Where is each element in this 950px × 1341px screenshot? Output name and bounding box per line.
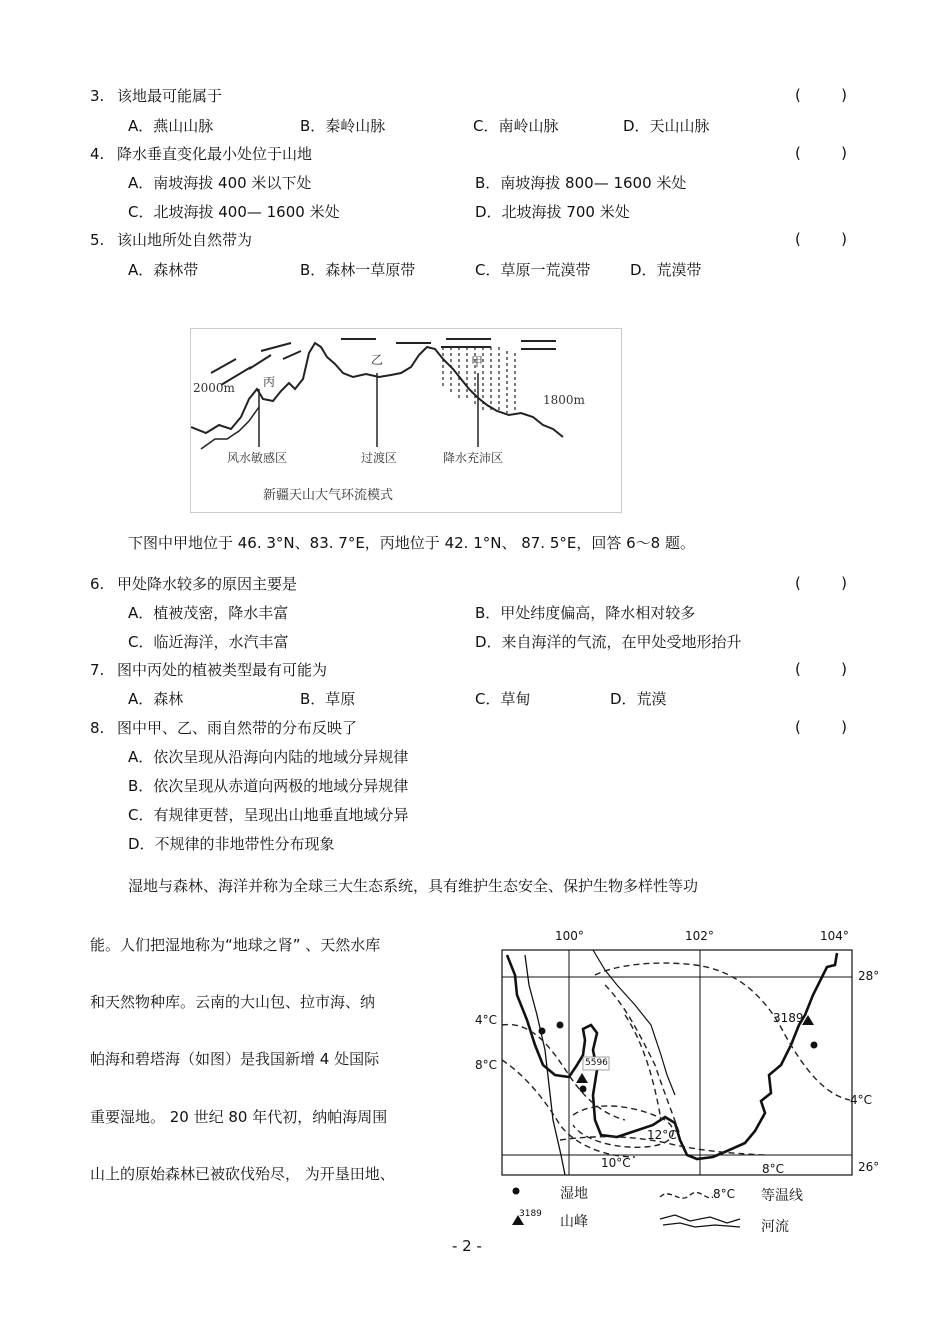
label-yi: 乙 [371, 353, 384, 367]
isotherm-8c-bottom: 8°C [762, 1162, 785, 1176]
q7-option-d[interactable]: D．荒漠 [610, 690, 667, 708]
q4-answer-paren[interactable] [795, 144, 847, 162]
q3-option-c[interactable]: C．南岭山脉 [473, 117, 559, 135]
q6-option-b[interactable]: B．甲处纬度偏高，降水相对较多 [475, 604, 696, 622]
q8-option-c[interactable]: C．有规律更替，呈现出山地垂直地域分异 [128, 806, 409, 824]
q5-stem: 该山地所处自然带为 [117, 231, 253, 249]
yunnan-wetland-map [465, 925, 885, 1235]
tianshan-circulation-figure [190, 328, 622, 513]
label-zone-left: 风水敏感区 [227, 451, 288, 465]
para-line-1: 湿地与森林、海洋并称为全球三大生态系统，具有维护生态安全、保护生物多样性等功 [128, 877, 699, 895]
q5-option-a[interactable]: A．森林带 [128, 261, 199, 279]
legend-river-label: 河流 [761, 1219, 789, 1235]
figure1-caption: 新疆天山大气环流模式 [263, 488, 394, 503]
q4-option-d[interactable]: D．北坡海拔 700 米处 [475, 203, 630, 221]
q8-option-b[interactable]: B．依次呈现从赤道向两极的地域分异规律 [128, 777, 409, 795]
q7-number: 7. [90, 661, 105, 679]
paren-close: ) [841, 230, 847, 248]
q7-option-b[interactable]: B．草原 [300, 690, 356, 708]
lon-104-label: 104° [820, 929, 849, 943]
minor-river-2 [593, 950, 675, 1095]
map-frame [502, 950, 852, 1175]
q8-stem: 图中甲、乙、雨自然带的分布反映了 [117, 719, 358, 737]
q3-stem: 该地最可能属于 [117, 87, 223, 105]
q4-stem: 降水垂直变化最小处位于山地 [117, 145, 313, 163]
paren-open: ( [795, 230, 801, 248]
legend-river-line-2 [663, 1223, 740, 1227]
para-line-6: 山上的原始森林已被砍伐殆尽， 为开垦田地、 [90, 1165, 395, 1183]
q5-option-d[interactable]: D．荒漠带 [630, 261, 702, 279]
legend-peak-label: 山峰 [560, 1214, 588, 1230]
intro-line: 下图中甲地位于 46. 3°N、83. 7°E，丙地位于 42. 1°N、 87. 5°E，回答 6～8 题。 [128, 534, 695, 552]
label-bing: 丙 [263, 375, 276, 389]
q3-answer-paren[interactable] [795, 86, 847, 104]
q4-number: 4. [90, 145, 105, 163]
map-grid [502, 950, 852, 1175]
q3-option-d[interactable]: D．天山山脉 [623, 117, 710, 135]
q3-number: 3. [90, 87, 105, 105]
q5-answer-paren[interactable] [795, 230, 847, 248]
lat-26-label: 26° [858, 1160, 880, 1174]
q8-number: 8. [90, 719, 105, 737]
q5-number: 5. [90, 231, 105, 249]
para-line-2: 能。人们把湿地称为“地球之肾” 、天然水库 [90, 936, 381, 954]
wetland-dot [580, 1086, 587, 1093]
lat-28-label: 28° [858, 969, 880, 983]
q5-option-c[interactable]: C．草原一荒漠带 [475, 261, 591, 279]
paren-close: ) [841, 718, 847, 736]
legend-isotherm-value: 8°C [713, 1187, 736, 1201]
label-jia: 甲 [471, 355, 484, 369]
paren-open: ( [795, 660, 801, 678]
isotherm-4c-left: 4°C [475, 1013, 498, 1027]
legend-wetland-label: 湿地 [560, 1186, 588, 1202]
label-zone-right: 降水充沛区 [443, 451, 504, 465]
q6-option-a[interactable]: A．植被茂密，降水丰富 [128, 604, 289, 622]
q5-option-b[interactable]: B．森林一草原带 [300, 261, 416, 279]
paren-close: ) [841, 144, 847, 162]
q3-option-a[interactable]: A．燕山山脉 [128, 117, 214, 135]
label-1800m: 1800m [543, 393, 585, 407]
lon-100-label: 100° [555, 929, 584, 943]
lon-102-label: 102° [685, 929, 714, 943]
paren-close: ) [841, 660, 847, 678]
q8-option-d[interactable]: D．不规律的非地带性分布现象 [128, 835, 335, 853]
paren-close: ) [841, 574, 847, 592]
zone-markers [259, 373, 478, 447]
isotherm-8c-left: 8°C [475, 1058, 498, 1072]
paren-open: ( [795, 574, 801, 592]
q6-option-d[interactable]: D．来自海洋的气流，在甲处受地形抬升 [475, 633, 742, 651]
map-svg [465, 925, 885, 1235]
legend-river-line [660, 1215, 740, 1223]
q4-option-b[interactable]: B．南坡海拔 800— 1600 米处 [475, 174, 687, 192]
q6-stem: 甲处降水较多的原因主要是 [117, 575, 298, 593]
q7-stem: 图中丙处的植被类型最有可能为 [117, 661, 328, 679]
q7-option-a[interactable]: A．森林 [128, 690, 184, 708]
q8-answer-paren[interactable] [795, 718, 847, 736]
isotherm-12c: 12°C [647, 1128, 677, 1142]
q7-option-c[interactable]: C．草甸 [475, 690, 531, 708]
paren-open: ( [795, 144, 801, 162]
tianshan-diagram [191, 329, 621, 512]
legend-isotherm-line [660, 1192, 713, 1198]
peak-triangle [576, 1073, 588, 1083]
para-line-4: 帕海和碧塔海（如图）是我国新增 4 处国际 [90, 1050, 380, 1068]
para-line-3: 和天然物种库。云南的大山包、拉市海、纳 [90, 993, 376, 1011]
wetland-dot [539, 1028, 546, 1035]
paren-open: ( [795, 718, 801, 736]
peak-5596-label: 5596 [585, 1058, 608, 1068]
q8-option-a[interactable]: A．依次呈现从沿海向内陆的地域分异规律 [128, 748, 409, 766]
q3-option-b[interactable]: B．秦岭山脉 [300, 117, 386, 135]
paren-close: ) [841, 86, 847, 104]
wetland-dot [557, 1022, 564, 1029]
q6-option-c[interactable]: C．临近海洋，水汽丰富 [128, 633, 289, 651]
q7-answer-paren[interactable] [795, 660, 847, 678]
q4-option-a[interactable]: A．南坡海拔 400 米以下处 [128, 174, 312, 192]
label-zone-mid: 过渡区 [361, 451, 398, 465]
q6-number: 6. [90, 575, 105, 593]
isotherm-4c-right: 4°C [850, 1093, 873, 1107]
legend-isotherm-label: 等温线 [761, 1188, 803, 1204]
para-line-5: 重要湿地。 20 世纪 80 年代初，纳帕海周围 [90, 1108, 388, 1126]
page-number: - 2 - [452, 1237, 482, 1255]
paren-open: ( [795, 86, 801, 104]
peak-3189-label: 3189 [773, 1011, 804, 1025]
legend-wetland-dot [513, 1188, 520, 1195]
q6-answer-paren[interactable] [795, 574, 847, 592]
wetland-dot [811, 1042, 818, 1049]
q4-option-c[interactable]: C．北坡海拔 400— 1600 米处 [128, 203, 340, 221]
isotherm-10c: 10°C [601, 1156, 631, 1170]
label-2000m: 2000m [193, 381, 235, 395]
legend-peak-value: 3189 [519, 1209, 542, 1219]
